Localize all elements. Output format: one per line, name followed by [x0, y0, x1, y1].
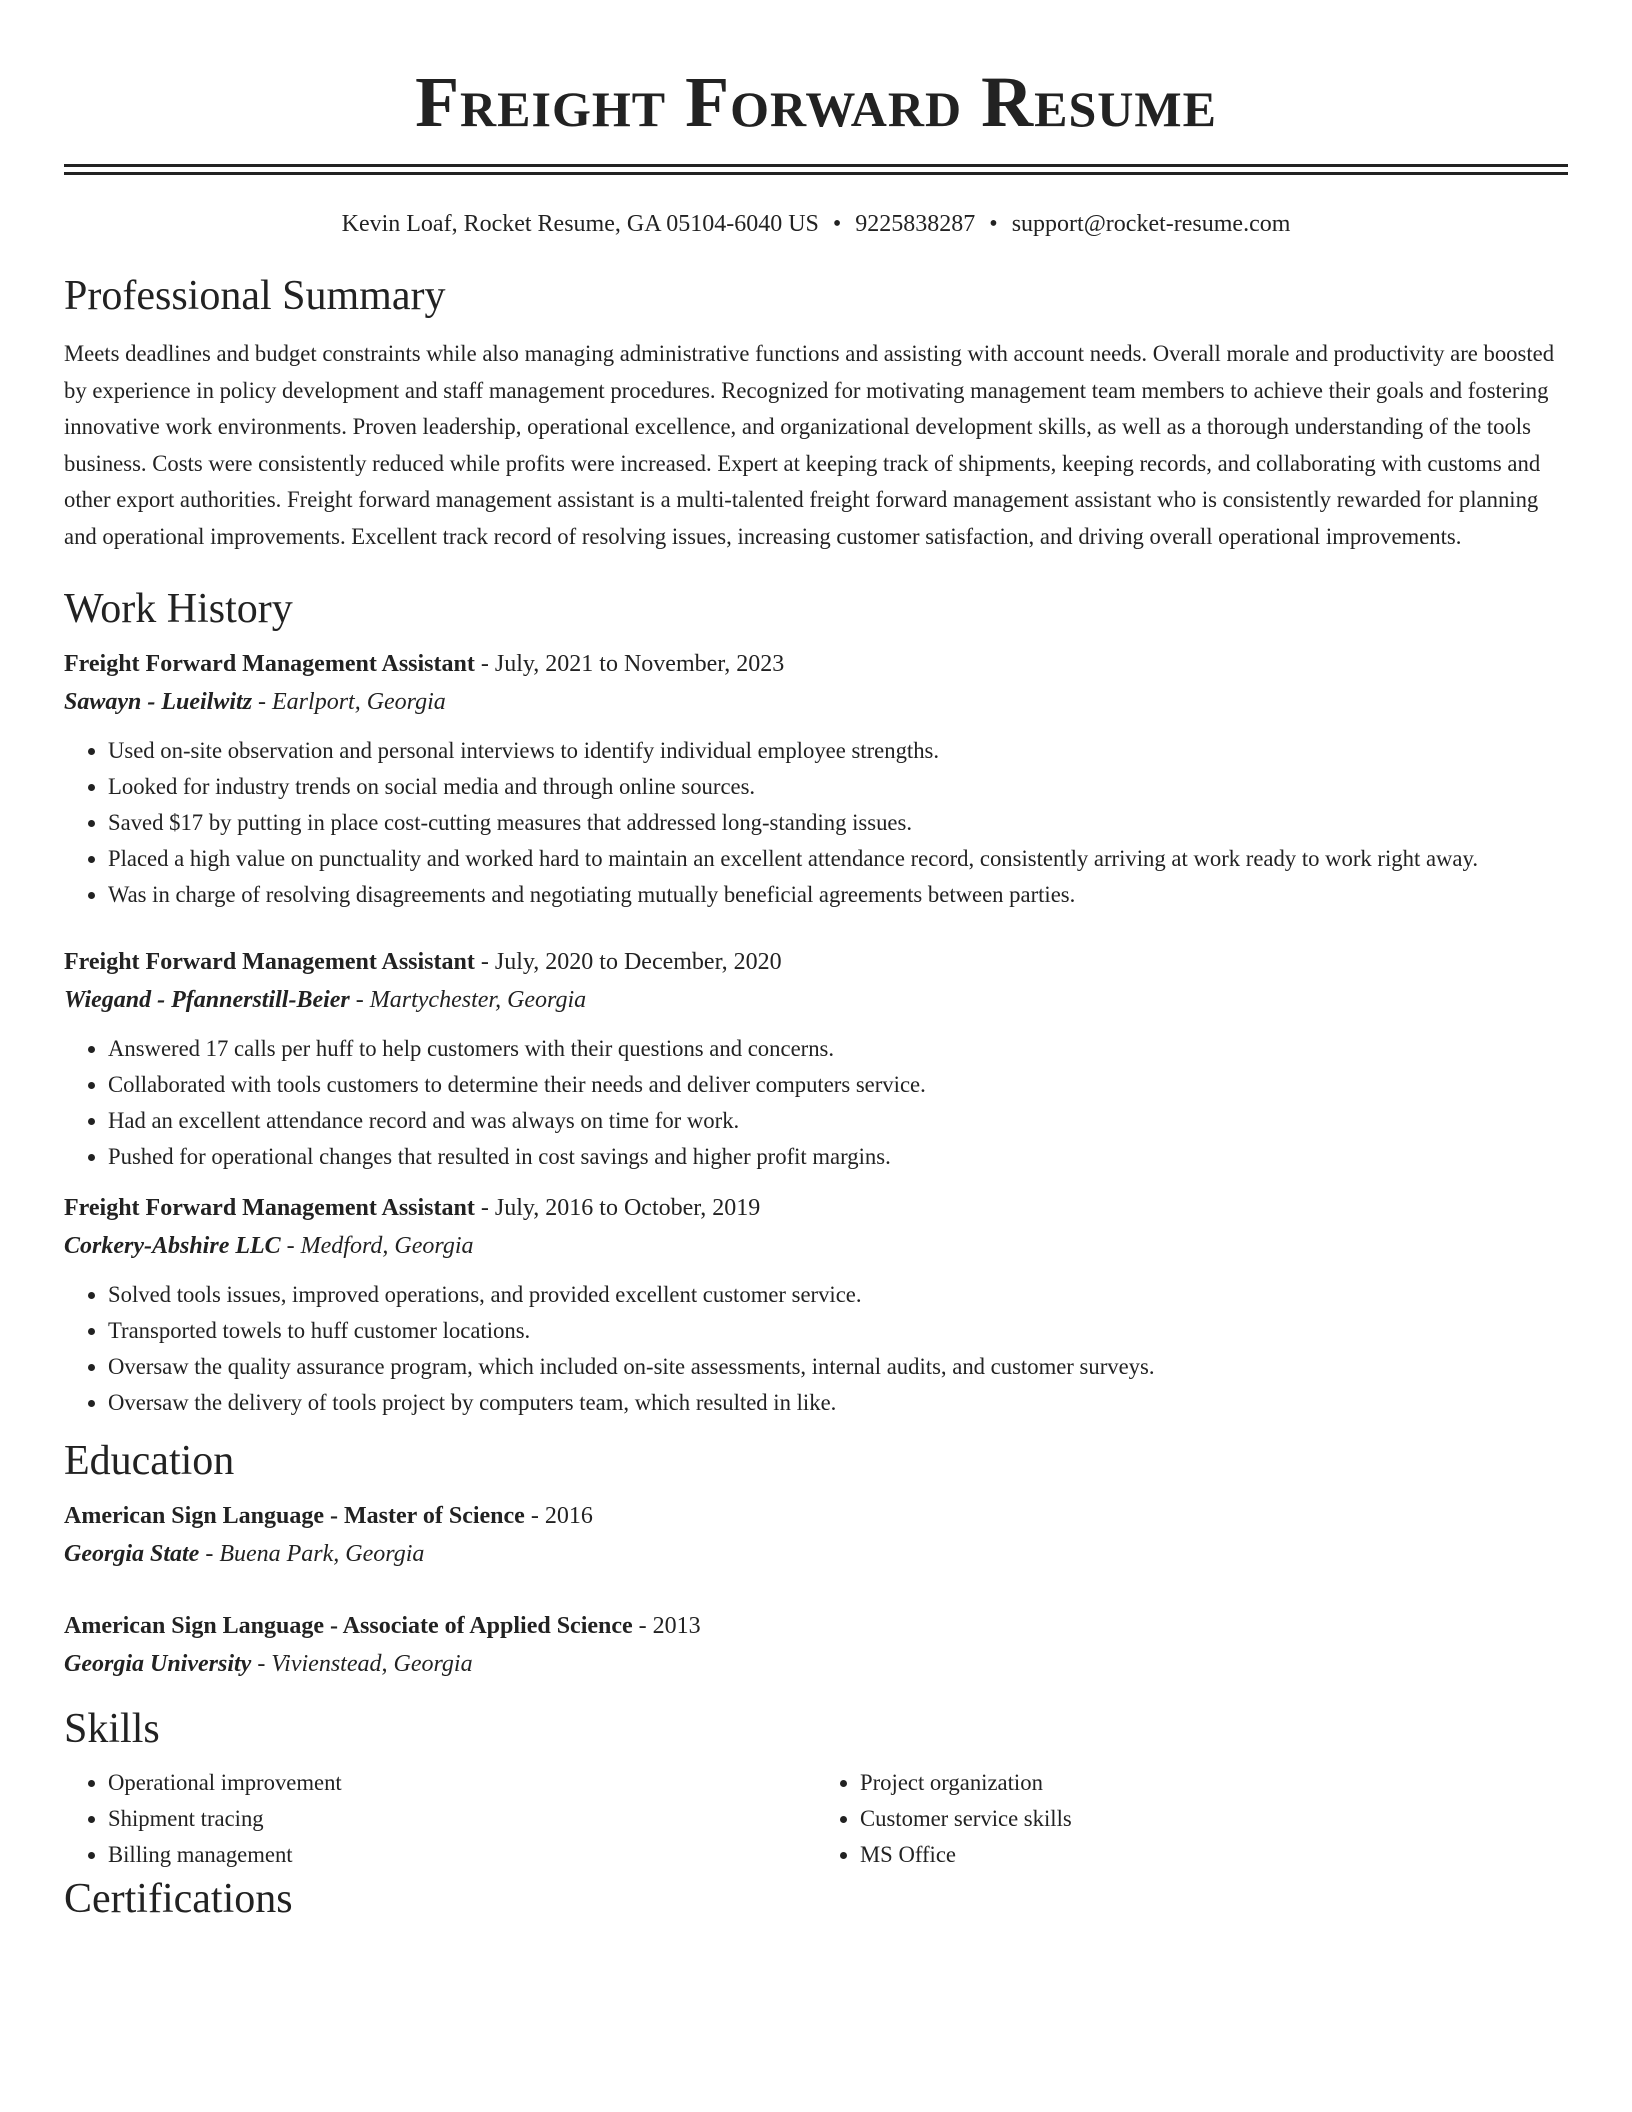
- job-company-line: [64, 1227, 1568, 1265]
- skills-list: [64, 1765, 1568, 1873]
- education-degree-line: [64, 1497, 1568, 1535]
- job-bullets: [64, 1277, 1568, 1421]
- job-title: Freight Forward Management Assistant: [64, 651, 475, 677]
- job-location: - Earlport, Georgia: [252, 689, 446, 715]
- education-year: - 2013: [632, 1613, 701, 1639]
- job-bullet: • Was in charge of resolving disagreements and negotiating mutually beneficial agreements between parties.: [108, 877, 1568, 913]
- job-location: - Martychester, Georgia: [349, 987, 587, 1013]
- job-bullets: [64, 733, 1568, 913]
- education-heading: Education: [64, 1438, 235, 1484]
- job-location: - Medford, Georgia: [280, 1233, 474, 1259]
- education-school: Georgia State: [64, 1541, 200, 1567]
- job-bullet: • Placed a high value on punctuality and worked hard to maintain an excellent attendance record, consistently arriving at work ready to work right away.: [108, 841, 1568, 877]
- job-dates: - July, 2016 to October, 2019: [474, 1195, 761, 1221]
- education-entry: [64, 1497, 1568, 1573]
- job-company: Wiegand - Pfannerstill-Beier: [64, 987, 350, 1013]
- job-entry: [64, 645, 1568, 913]
- job-bullets: [64, 1031, 1568, 1175]
- skills-column-right: [816, 1765, 1568, 1873]
- skill-item: • Operational improvement: [108, 1765, 816, 1801]
- job-bullet: • Used on-site observation and personal interviews to identify individual employee strengths.: [108, 733, 1568, 769]
- job-title: Freight Forward Management Assistant: [64, 949, 475, 975]
- job-title-line: [64, 943, 1568, 981]
- job-entry: [64, 1189, 1568, 1421]
- skills-column-left: [64, 1765, 816, 1873]
- contact-phone: 9225838287: [855, 211, 976, 237]
- skill-item: • Customer service skills: [860, 1801, 1568, 1837]
- skill-item: • MS Office: [860, 1837, 1568, 1873]
- job-company-line: [64, 683, 1568, 721]
- job-title-line: [64, 645, 1568, 683]
- certifications-heading: Certifications: [64, 1876, 293, 1922]
- job-bullet: • Oversaw the delivery of tools project by computers team, which resulted in like.: [108, 1385, 1568, 1421]
- skills-heading: Skills: [64, 1706, 160, 1752]
- skill-item: • Shipment tracing: [108, 1801, 816, 1837]
- contact-email: support@rocket-resume.com: [1011, 211, 1291, 237]
- education-entry: [64, 1607, 1568, 1683]
- job-dates: - July, 2020 to December, 2020: [474, 949, 782, 975]
- skill-item: • Billing management: [108, 1837, 816, 1873]
- job-company: Corkery-Abshire LLC: [64, 1233, 281, 1259]
- job-bullet: • Pushed for operational changes that resulted in cost savings and higher profit margins.: [108, 1139, 1568, 1175]
- job-entry: [64, 943, 1568, 1175]
- job-title: Freight Forward Management Assistant: [64, 1195, 475, 1221]
- education-degree: American Sign Language - Associate of Applied Science: [64, 1613, 633, 1639]
- education-school: Georgia University: [64, 1651, 252, 1677]
- job-company-line: [64, 981, 1568, 1019]
- education-location: - Vivienstead, Georgia: [251, 1651, 473, 1677]
- education-degree: American Sign Language - Master of Science: [64, 1503, 525, 1529]
- skill-item: • Project organization: [860, 1765, 1568, 1801]
- education-year: - 2016: [524, 1503, 593, 1529]
- job-bullet: • Saved $17 by putting in place cost-cutting measures that addressed long-standing issues.: [108, 805, 1568, 841]
- summary-text: Meets deadlines and budget constraints while also managing administrative functions and assisting with account needs. Overall morale and productivity are boosted by experience in policy development and staff management procedures. Recognized for motivating management team members to achieve their goals and fostering innovative work environments. Proven leadership, operational excellence, and organizational development skills, as well as a thorough understanding of the tools business. Costs were consistently reduced while profits were increased. Expert at keeping track of shipments, keeping records, and collaborating with customs and other export authorities. Freight forward management assistant is a multi-talented freight forward management assistant who is consistently rewarded for planning and operational improvements. Excellent track record of resolving issues, increasing customer satisfaction, and driving overall operational improvements.: [64, 341, 1555, 549]
- education-location: - Buena Park, Georgia: [199, 1541, 425, 1567]
- job-bullet: • Oversaw the quality assurance program, which included on-site assessments, internal audits, and customer surveys.: [108, 1349, 1568, 1385]
- resume-page: [64, 0, 1568, 1925]
- education-degree-line: [64, 1607, 1568, 1645]
- summary-heading: Professional Summary: [64, 273, 446, 319]
- job-bullet: • Answered 17 calls per huff to help customers with their questions and concerns.: [108, 1031, 1568, 1067]
- job-bullet: • Had an excellent attendance record and was always on time for work.: [108, 1103, 1568, 1139]
- job-bullet: • Looked for industry trends on social media and through online sources.: [108, 769, 1568, 805]
- job-title-line: [64, 1189, 1568, 1227]
- contact-separator: •: [832, 211, 842, 237]
- contact-separator: •: [989, 211, 998, 237]
- education-school-line: [64, 1645, 1568, 1683]
- work-history-heading: Work History: [64, 586, 293, 632]
- contact-line: [64, 208, 1568, 240]
- title-divider-top: [64, 164, 1568, 167]
- job-bullet: • Collaborated with tools customers to determine their needs and deliver computers service.: [108, 1067, 1568, 1103]
- job-bullet: • Solved tools issues, improved operations, and provided excellent customer service.: [108, 1277, 1568, 1313]
- job-dates: - July, 2021 to November, 2023: [474, 651, 785, 677]
- contact-address: Kevin Loaf, Rocket Resume, GA 05104-6040 US: [341, 211, 819, 237]
- title-divider-bottom: [64, 172, 1568, 175]
- job-bullet: • Transported towels to huff customer locations.: [108, 1313, 1568, 1349]
- resume-title: Freight Forward Resume: [415, 62, 1217, 142]
- job-company: Sawayn - Lueilwitz: [64, 689, 253, 715]
- education-school-line: [64, 1535, 1568, 1573]
